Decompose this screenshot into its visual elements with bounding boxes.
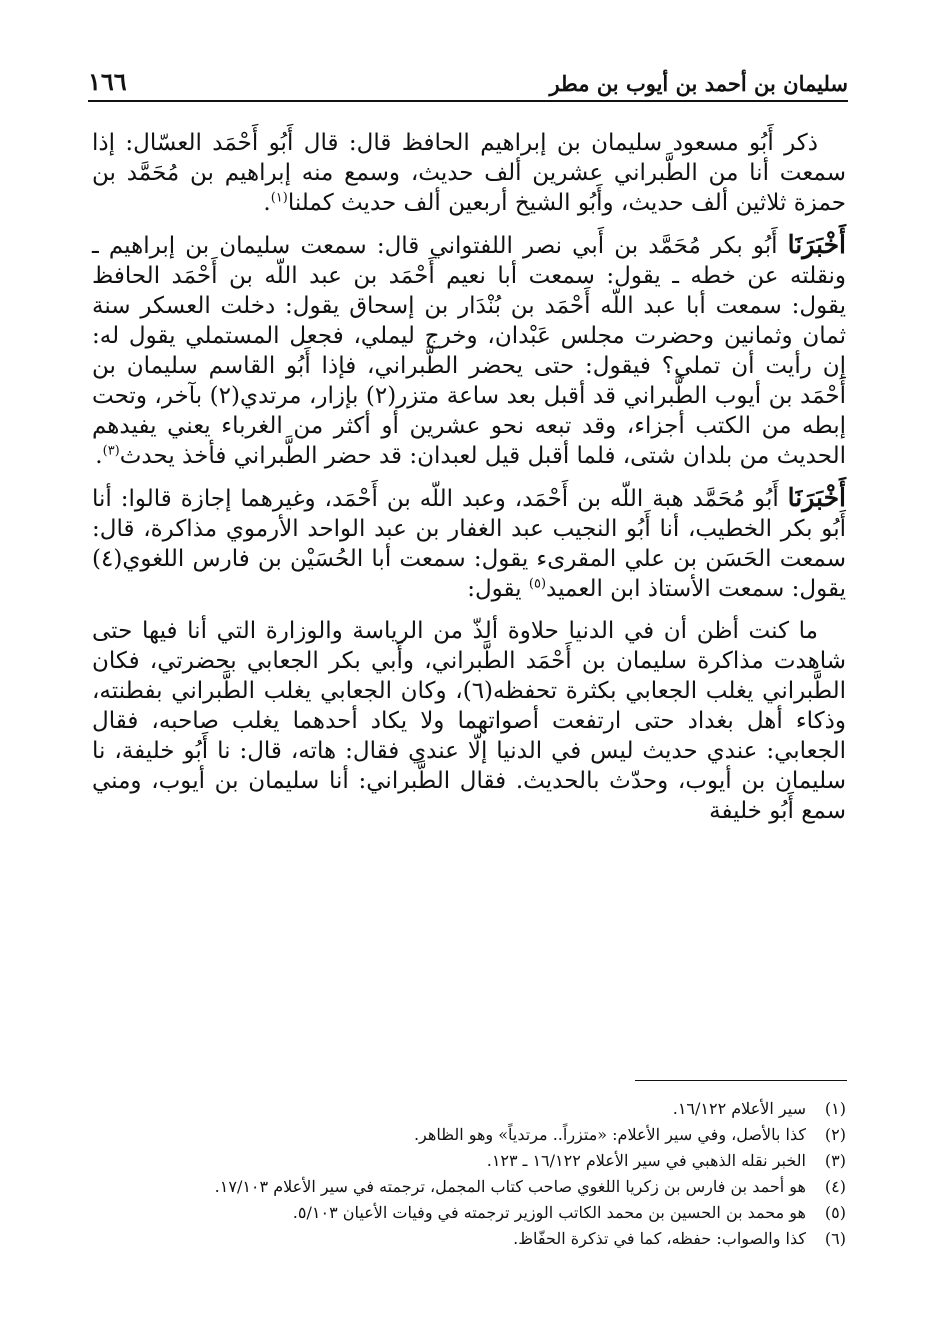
footnote-text: الخبر نقله الذهبي في سير الأعلام ١٦/١٢٢ ـ ١٢٣. bbox=[486, 1151, 806, 1170]
footnote-ref: (٣) bbox=[102, 443, 120, 459]
main-text bbox=[92, 128, 846, 838]
footnote-text: سير الأعلام ١٦/١٢٢. bbox=[672, 1099, 806, 1118]
paragraph bbox=[92, 483, 846, 604]
footnote-number: (٢) bbox=[824, 1125, 846, 1144]
page-number: ١٦٦ bbox=[88, 67, 127, 96]
running-header bbox=[88, 60, 848, 102]
footnote-text: هو أحمد بن فارس بن زكريا اللغوي صاحب كتاب المجمل، ترجمته في سير الأعلام ١٧/١٠٣. bbox=[214, 1177, 806, 1196]
footnote-text: هو محمد بن الحسين بن محمد الكاتب الوزير ترجمته في وفيات الأعيان ٥/١٠٣. bbox=[292, 1203, 806, 1222]
paragraph-text: ذكر أَبُو مسعود سليمان بن إبراهيم الحافظ قال: قال أَبُو أَحْمَد العسّال: إذا سمعت أنا من الطَّبراني عشرين ألف حديث، وسمع منه إبراهيم بن مُحَمَّد بن حمزة ثلاثين ألف حديث، وأَبُو الشيخ أربعين ألف حديث كملنا bbox=[92, 130, 846, 216]
footnote-item bbox=[92, 1148, 846, 1174]
footnote-item bbox=[92, 1226, 846, 1252]
paragraph bbox=[92, 616, 846, 826]
footnote-number: (٣) bbox=[824, 1151, 846, 1170]
paragraph bbox=[92, 230, 846, 471]
paragraph-text: أَبُو مُحَمَّد هبة اللّه بن أَحْمَد، وعبد اللّه بن أَحْمَد، وغيرهما إجازة قالوا: أنا أَبُو بكر الخطيب، أنا أَبُو النجيب عبد الغفار بن عبد الواحد الأرموي مذاكرة، قال: سمعت الحَسَن بن علي المقرىء يقول: سمعت أبا الحُسَيْن بن فارس اللغوي(٤) يقول: سمعت الأستاذ ابن العميد bbox=[92, 486, 846, 602]
footnote-number: (٥) bbox=[824, 1203, 846, 1222]
footnote-number: (٤) bbox=[824, 1177, 846, 1196]
footnotes bbox=[92, 1096, 846, 1252]
paragraph bbox=[92, 128, 846, 218]
akhbarana-lead: أَخْبَرَنَا bbox=[787, 483, 846, 512]
footnote-number: (١) bbox=[824, 1099, 846, 1118]
paragraph-tail: . bbox=[95, 443, 103, 469]
footnote-item bbox=[92, 1174, 846, 1200]
footnote-ref: (١) bbox=[270, 190, 288, 206]
footnote-number: (٦) bbox=[824, 1229, 846, 1248]
footnote-ref: (٥) bbox=[528, 576, 547, 592]
paragraph-text: أَبُو بكر مُحَمَّد بن أَبي نصر اللفتواني قال: سمعت سليمان بن إبراهيم ـ ونقلته عن خطه ـ يقول: سمعت أبا نعيم أَحْمَد بن عبد اللّه بن أَحْمَد الحافظ يقول: سمعت أبا عبد اللّه أَحْمَد بن بُنْدَار بن إسحاق يقول: دخلت العسكر سنة ثمان وثمانين وحضرت مجلس عَبْدان، وخرج ليملي، فجعل المستملي يقول له: إن رأيت أن تملي؟ فيقول: حتى يحضر الطَّبراني، فإذا أَبُو القاسم سليمان بن أَحْمَد بن أيوب الطَّبراني قد أقبل بعد ساعة متزر(٢) بإزار، مرتدي(٢) بآخر، وتحت إبطه من الكتب أجزاء، وقد تبعه نحو عشرين أو أكثر من الغرباء يعني يفيدهم الحديث من بلدان شتى، فلما أقبل قيل لعبدان: قد حضر الطَّبراني فأخذ يحدث bbox=[92, 233, 846, 469]
akhbarana-lead: أَخْبَرَنَا bbox=[787, 230, 846, 259]
footnote-item bbox=[92, 1096, 846, 1122]
footnote-text: كذا والصواب: حفظه، كما في تذكرة الحفّاظ. bbox=[513, 1229, 806, 1248]
paragraph-text: ما كنت أظن أن في الدنيا حلاوة ألذّ من الرياسة والوزارة التي أنا فيها حتى شاهدت مذاكرة سليمان بن أَحْمَد الطَّبراني، وأَبي بكر الجعابي بحضرتي، فكان الطَّبراني يغلب الجعابي بكثرة تحفظه(٦)، وكان الجعابي يغلب الطَّبراني بفطنته، وذكاء أهل بغداد حتى ارتفعت أصواتهما ولا يكاد أحدهما يغلب صاحبه، فقال الجعابي: عندي حديث ليس في الدنيا إلّا عندي فقال: هاته، قال: نا أَبُو خليفة، نا سليمان بن أيوب، وحدّث بالحديث. فقال الطَّبراني: أنا سليمان بن أيوب، ومني سمع أَبُو خليفة bbox=[92, 618, 847, 824]
footnote-item bbox=[92, 1200, 846, 1226]
footnote-item bbox=[92, 1122, 846, 1148]
paragraph-tail: . bbox=[263, 190, 271, 216]
paragraph-tail: يقول: bbox=[467, 576, 529, 602]
footnote-divider bbox=[635, 1080, 847, 1081]
running-title: سليمان بن أحمد بن أيوب بن مطر bbox=[549, 71, 848, 96]
footnote-text: كذا بالأصل، وفي سير الأعلام: «متزراً.. مرتدياً» وهو الظاهر. bbox=[413, 1125, 806, 1144]
